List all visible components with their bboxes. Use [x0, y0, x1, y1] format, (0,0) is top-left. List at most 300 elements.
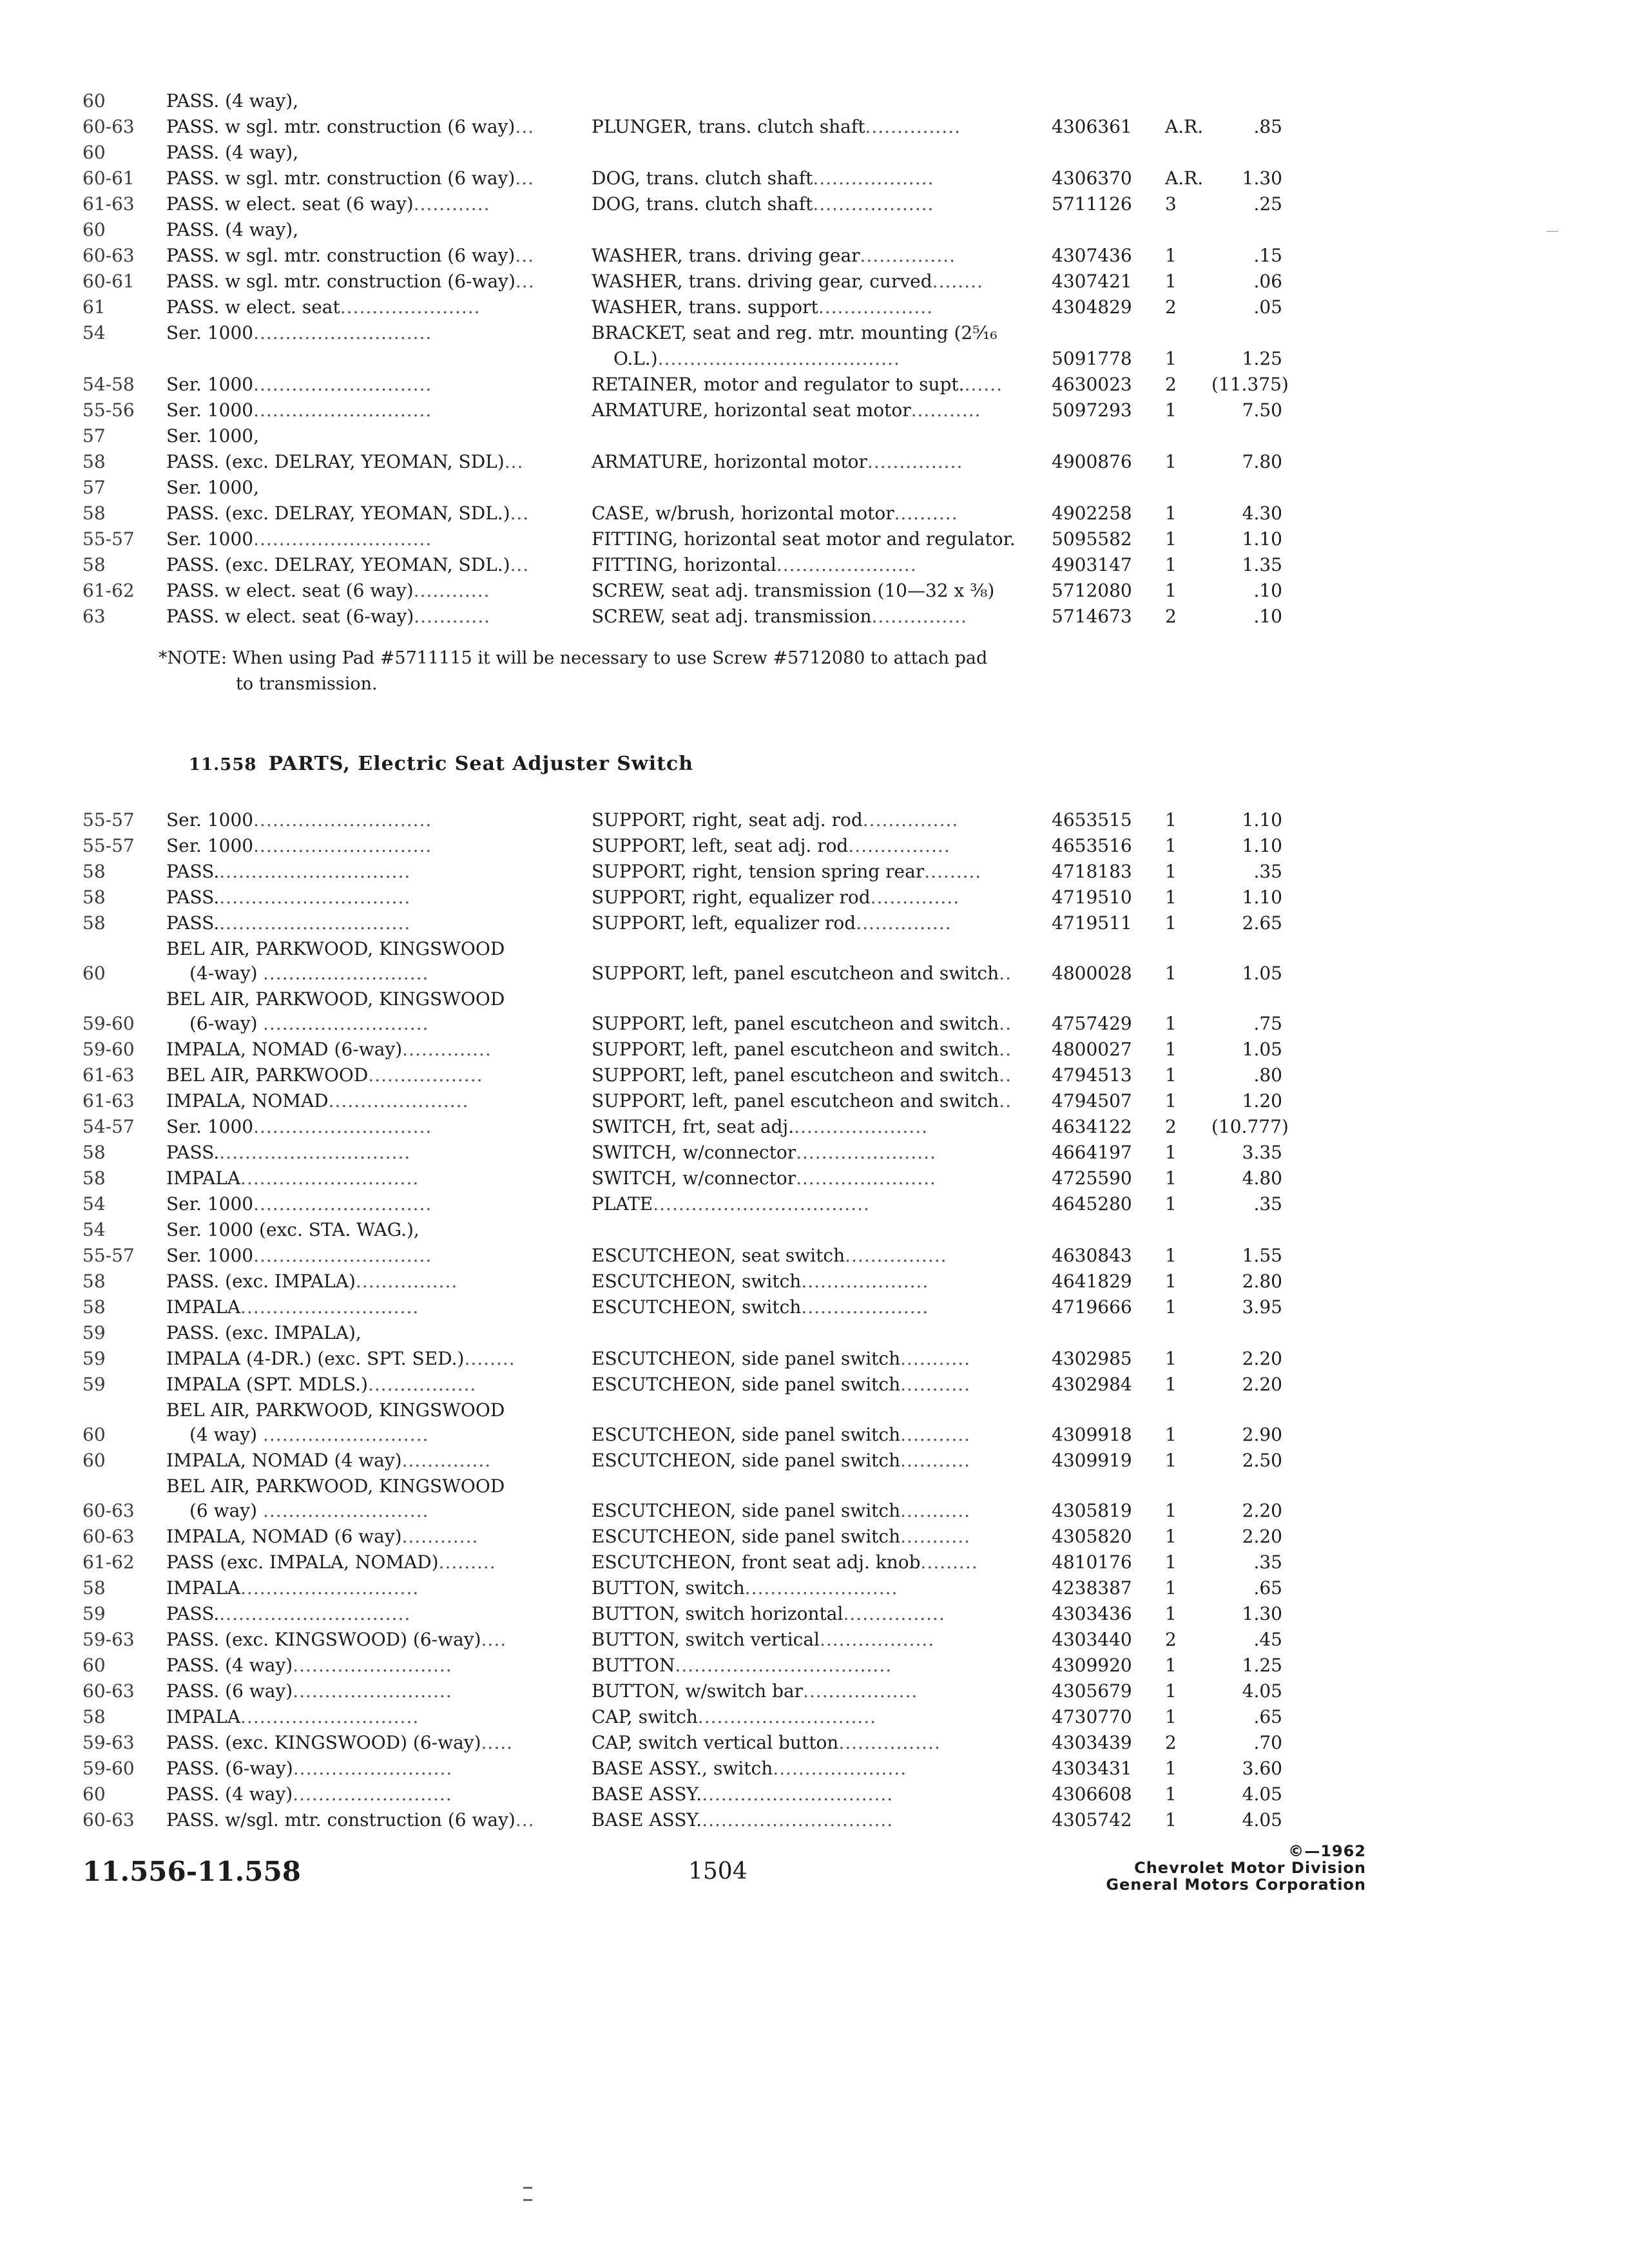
page-number: 1504	[688, 1858, 747, 1885]
table-row	[0, 321, 1629, 347]
model-cell	[166, 1783, 559, 1805]
description-cell	[592, 1732, 1036, 1754]
dot-leader: ..............................	[219, 1142, 411, 1163]
model-cell	[166, 503, 559, 524]
description-text: ESCUTCHEON, front seat adj. knob	[592, 1552, 921, 1573]
table-row	[0, 1218, 1629, 1244]
model-text: PASS. w sgl. mtr. construction (6 way)	[166, 116, 516, 137]
model-year: 60	[82, 142, 106, 163]
quantity: 1	[1165, 1450, 1177, 1471]
dot-leader: ....................	[801, 1271, 929, 1292]
model-year: 60-61	[82, 271, 135, 292]
table-row	[0, 1731, 1629, 1756]
model-cell	[166, 1450, 559, 1472]
table-row	[0, 1192, 1629, 1218]
model-text: PASS. (4 way)	[166, 1783, 293, 1805]
model-year: 58	[82, 503, 106, 524]
section-title: PARTS, Electric Seat Adjuster Switch	[268, 753, 694, 775]
model-year: 58	[82, 861, 106, 882]
model-year: 59-60	[82, 1013, 135, 1034]
model-text: PASS. w/sgl. mtr. construction (6 way)	[166, 1809, 516, 1831]
price: 4.05	[1242, 1783, 1282, 1805]
model-cell	[166, 322, 559, 344]
table-row	[0, 1347, 1629, 1372]
description-text: CAP, switch	[592, 1706, 698, 1727]
model-text: PASS. (exc. KINGSWOOD) (6-way)	[166, 1732, 481, 1753]
section-heading	[189, 753, 693, 775]
quantity: 2	[1165, 374, 1177, 395]
model-year: 55-56	[82, 399, 135, 421]
table-row	[0, 1808, 1629, 1834]
description-cell	[592, 963, 1036, 985]
dot-leader: ........	[932, 271, 983, 292]
description-text: RETAINER, motor and regulator to supt.	[592, 374, 965, 395]
model-year: 59-63	[82, 1629, 135, 1650]
model-text: Ser. 1000	[166, 322, 254, 343]
description-text: SUPPORT, right, seat adj. rod	[592, 809, 863, 831]
dot-leader: ..........................	[263, 1500, 429, 1521]
table-row	[0, 1372, 1629, 1398]
model-text: PASS. (exc. KINGSWOOD) (6-way)	[166, 1629, 481, 1650]
table-row	[0, 604, 1629, 630]
table-row	[0, 1115, 1629, 1140]
price: 1.25	[1242, 348, 1282, 369]
dot-leader: .........................	[293, 1680, 452, 1702]
price: .10	[1253, 580, 1282, 601]
description-text: SUPPORT, right, tension spring rear	[592, 861, 925, 882]
model-cell	[166, 219, 559, 241]
dot-leader: ....................	[801, 1296, 929, 1318]
price: 7.80	[1242, 451, 1282, 472]
part-number: 4634122	[1052, 1116, 1132, 1137]
part-number: 4810176	[1052, 1552, 1132, 1573]
dot-leader: ........	[464, 1348, 516, 1369]
quantity: 1	[1165, 912, 1177, 934]
model-cell	[166, 987, 559, 1035]
model-year: 61-62	[82, 1552, 135, 1573]
price: 1.10	[1242, 528, 1282, 550]
model-year: 59	[82, 1348, 106, 1369]
table-row	[0, 295, 1629, 321]
model-cell	[166, 1116, 559, 1138]
description-cell	[592, 528, 1036, 550]
price: 2.50	[1242, 1450, 1282, 1471]
dot-leader: ..........	[894, 503, 958, 524]
quantity: 1	[1165, 835, 1177, 856]
dot-leader: ...............	[871, 606, 968, 627]
dot-leader: ............	[413, 193, 490, 215]
table-row	[0, 1602, 1629, 1628]
quantity: 2	[1165, 606, 1177, 627]
part-number: 4719666	[1052, 1296, 1132, 1318]
model-year: 58	[82, 1271, 106, 1292]
dot-leader: ..........................	[263, 963, 429, 984]
model-text: PASS. (exc. IMPALA)	[166, 1271, 356, 1292]
price: 1.25	[1242, 1655, 1282, 1676]
dot-leader: ...............	[860, 245, 956, 266]
part-number: 4302985	[1052, 1348, 1132, 1369]
model-cell	[166, 1348, 559, 1370]
dot-leader: ..............	[401, 1450, 492, 1471]
model-cell	[166, 1219, 559, 1241]
model-year: 60-63	[82, 245, 135, 266]
description-text: SUPPORT, left, equalizer rod	[592, 912, 856, 934]
table-row	[0, 911, 1629, 937]
dot-leader: ......................	[796, 1142, 936, 1163]
part-number: 4304829	[1052, 296, 1132, 318]
model-year: 59-60	[82, 1039, 135, 1060]
dot-leader: .........................	[293, 1783, 452, 1805]
quantity: 1	[1165, 348, 1177, 369]
dot-leader: ......................	[796, 1168, 936, 1189]
dot-leader: ............................	[253, 809, 432, 831]
model-text: PASS. (4 way),	[166, 90, 299, 111]
model-cell	[166, 1039, 559, 1061]
part-number: 4900876	[1052, 451, 1132, 472]
model-cell	[166, 1322, 559, 1344]
table-row	[0, 1089, 1629, 1115]
model-text: PASS.	[166, 861, 220, 882]
dot-leader: ............	[414, 606, 491, 627]
model-year: 55-57	[82, 835, 135, 856]
model-text: PASS.	[166, 912, 220, 934]
model-text: Ser. 1000,	[166, 425, 260, 447]
dot-leader: .................	[367, 1374, 477, 1395]
dot-leader: ............................	[697, 1706, 877, 1727]
part-number: 4309920	[1052, 1655, 1132, 1676]
description-text: BUTTON	[592, 1655, 675, 1676]
price: 4.80	[1242, 1168, 1282, 1189]
model-year: 58	[82, 912, 106, 934]
model-text: BEL AIR, PARKWOOD, KINGSWOOD	[166, 1399, 505, 1421]
model-text: Ser. 1000	[166, 1116, 254, 1137]
dot-leader: .....................	[773, 1758, 907, 1779]
price: 2.20	[1242, 1500, 1282, 1521]
dot-leader: ...	[515, 245, 535, 266]
description-cell	[592, 1271, 1036, 1293]
description-cell	[592, 168, 1036, 189]
price: 3.35	[1242, 1142, 1282, 1163]
description-cell	[592, 322, 1036, 344]
quantity: 1	[1165, 1090, 1177, 1111]
dot-leader: ............................	[253, 1245, 432, 1266]
description-cell	[592, 1374, 1036, 1396]
price: 2.65	[1242, 912, 1282, 934]
dot-leader: ............................	[253, 1193, 432, 1215]
quantity: 2	[1165, 1732, 1177, 1753]
model-cell	[166, 1758, 559, 1780]
quantity: 1	[1165, 1577, 1177, 1599]
description-cell	[592, 245, 1036, 267]
dot-leader: ............................	[253, 835, 432, 856]
dot-leader: ......................	[328, 1090, 469, 1111]
footnote-line-1: *NOTE: When using Pad #5711115 it will be necessary to use Screw #5712080 to attach pad	[159, 648, 988, 668]
description-cell	[592, 1526, 1036, 1548]
dot-leader: ..................	[803, 1680, 918, 1702]
model-cell	[166, 1680, 559, 1702]
model-text: Ser. 1000	[166, 1245, 254, 1266]
description-cell	[592, 399, 1036, 421]
description-text: SUPPORT, left, panel escutcheon and switch	[592, 1090, 999, 1111]
scan-edge-mark	[1547, 231, 1558, 232]
description-text: PLATE	[592, 1193, 653, 1215]
description-cell	[592, 1064, 1036, 1086]
model-text: PASS. (4 way),	[166, 219, 299, 240]
quantity: 1	[1165, 1193, 1177, 1215]
description-cell	[592, 296, 1036, 318]
price: .70	[1253, 1732, 1282, 1753]
table-row	[0, 166, 1629, 192]
part-number: 5714673	[1052, 606, 1132, 627]
price: .80	[1253, 1064, 1282, 1086]
model-text: PASS. w sgl. mtr. construction (6 way)	[166, 245, 516, 266]
model-year: 61-63	[82, 193, 135, 215]
price: 1.55	[1242, 1245, 1282, 1266]
part-number: 4903147	[1052, 554, 1132, 575]
quantity: 1	[1165, 1271, 1177, 1292]
model-cell	[166, 142, 559, 164]
model-text: PASS. (exc. DELRAY, YEOMAN, SDL)	[166, 451, 505, 472]
description-text: ESCUTCHEON, side panel switch	[592, 1450, 901, 1471]
model-cell	[166, 451, 559, 473]
quantity: 1	[1165, 1348, 1177, 1369]
description-text: SWITCH, frt, seat adj.	[592, 1116, 795, 1137]
table-row	[0, 140, 1629, 166]
model-year: 63	[82, 606, 106, 627]
price: 2.20	[1242, 1374, 1282, 1395]
price: .75	[1253, 1013, 1282, 1034]
description-cell	[592, 1142, 1036, 1164]
model-year: 57	[82, 425, 106, 447]
price: 1.10	[1242, 835, 1282, 856]
part-number: 4718183	[1052, 861, 1132, 882]
description-text: ESCUTCHEON, side panel switch	[592, 1500, 901, 1521]
table-row	[0, 1705, 1629, 1731]
model-text: PASS (exc. IMPALA, NOMAD)	[166, 1552, 439, 1573]
model-year: 58	[82, 1577, 106, 1599]
price: 1.10	[1242, 809, 1282, 831]
part-number: 4653516	[1052, 835, 1132, 856]
dot-leader: ................	[843, 1603, 945, 1624]
quantity: 3	[1165, 193, 1177, 215]
description-cell	[592, 1577, 1036, 1599]
description-text: ESCUTCHEON, switch	[592, 1271, 802, 1292]
footnote-line-2: to transmission.	[236, 674, 378, 694]
dot-leader: ............................	[253, 322, 432, 343]
price: 1.30	[1242, 1603, 1282, 1624]
dot-leader: ...	[510, 554, 530, 575]
description-cell	[592, 1296, 1036, 1318]
model-year: 59	[82, 1322, 106, 1343]
quantity: 1	[1165, 554, 1177, 575]
model-year: 60	[82, 1783, 106, 1805]
model-text-cont: (6 way)	[189, 1500, 258, 1521]
part-number: 4305742	[1052, 1809, 1132, 1831]
part-number: 4794513	[1052, 1064, 1132, 1086]
model-cell	[166, 1193, 559, 1215]
price: 2.80	[1242, 1271, 1282, 1292]
price: .65	[1253, 1706, 1282, 1727]
model-text: IMPALA	[166, 1706, 241, 1727]
description-text: SUPPORT, right, equalizer rod	[592, 887, 871, 908]
description-text: SUPPORT, left, panel escutcheon and switch	[592, 1064, 999, 1086]
model-cell	[166, 296, 559, 318]
price: (11.375)	[1211, 374, 1289, 395]
table-row	[0, 1269, 1629, 1295]
dot-leader: ...................	[813, 168, 934, 189]
model-text: IMPALA, NOMAD (6-way)	[166, 1039, 403, 1060]
dot-leader: ................	[355, 1271, 458, 1292]
table-row	[0, 244, 1629, 269]
model-text: Ser. 1000	[166, 835, 254, 856]
description-cell	[592, 1039, 1036, 1061]
dot-leader: ...........	[900, 1348, 971, 1369]
quantity: A.R.	[1165, 116, 1204, 137]
model-text: PASS. (6-way)	[166, 1758, 293, 1779]
description-cell	[592, 1629, 1036, 1651]
quantity: 1	[1165, 1168, 1177, 1189]
description-text: O.L.)	[613, 348, 658, 369]
quantity: 1	[1165, 1655, 1177, 1676]
model-year: 61-62	[82, 580, 135, 601]
part-number: 4757429	[1052, 1013, 1132, 1034]
part-number: 4306361	[1052, 116, 1132, 137]
part-number: 5712080	[1052, 580, 1132, 601]
model-year: 54	[82, 1193, 106, 1215]
table-row	[0, 579, 1629, 604]
dot-leader: ..	[999, 1039, 1012, 1060]
dot-leader: ..................	[368, 1064, 483, 1086]
part-number: 4306370	[1052, 168, 1132, 189]
model-text: IMPALA	[166, 1296, 241, 1318]
price: .65	[1253, 1577, 1282, 1599]
table-row	[0, 218, 1629, 244]
table-row	[0, 1063, 1629, 1089]
description-cell	[592, 271, 1036, 293]
model-cell	[166, 1271, 559, 1293]
model-cell	[166, 1706, 559, 1728]
table-row	[0, 1550, 1629, 1576]
model-year: 58	[82, 1296, 106, 1318]
dot-leader: ............................	[240, 1168, 419, 1189]
quantity: 1	[1165, 1424, 1177, 1445]
price: 2.20	[1242, 1526, 1282, 1547]
dot-leader: ..................................	[675, 1655, 892, 1676]
model-year: 60-63	[82, 1500, 135, 1521]
description-text: WASHER, trans. support	[592, 296, 818, 318]
description-text: BASE ASSY.	[592, 1783, 702, 1805]
description-text: SCREW, seat adj. transmission (10—32 x ⅜)	[592, 580, 995, 601]
model-text: PASS. (exc. IMPALA),	[166, 1322, 361, 1343]
dot-leader: ......................	[776, 554, 917, 575]
model-cell	[166, 580, 559, 602]
model-cell	[166, 477, 559, 499]
description-cell	[592, 1500, 1036, 1522]
quantity: 2	[1165, 296, 1177, 318]
description-text: DOG, trans. clutch shaft	[592, 193, 813, 215]
model-cell	[166, 168, 559, 189]
model-year: 60	[82, 1655, 106, 1676]
model-cell	[166, 1296, 559, 1318]
model-cell	[166, 1398, 559, 1446]
model-cell	[166, 912, 559, 934]
dot-leader: ....	[481, 1629, 507, 1650]
description-text: FITTING, horizontal seat motor and regulator.	[592, 528, 1016, 550]
price: .05	[1253, 296, 1282, 318]
part-number: 4305820	[1052, 1526, 1132, 1547]
model-year: 61	[82, 296, 106, 318]
dot-leader: ............................	[253, 399, 432, 421]
description-text: ESCUTCHEON, side panel switch	[592, 1526, 901, 1547]
table-row	[0, 1398, 1629, 1448]
quantity: 1	[1165, 1013, 1177, 1034]
table-row	[0, 1576, 1629, 1602]
model-text: Ser. 1000	[166, 374, 254, 395]
table-row	[0, 1140, 1629, 1166]
model-cell	[166, 90, 559, 112]
part-number: 4730770	[1052, 1706, 1132, 1727]
price: 2.90	[1242, 1424, 1282, 1445]
description-text: SUPPORT, left, panel escutcheon and switch	[592, 963, 999, 984]
price: .85	[1253, 116, 1282, 137]
price: .06	[1253, 271, 1282, 292]
model-text: IMPALA, NOMAD	[166, 1090, 329, 1111]
dot-leader: ...........	[900, 1424, 971, 1445]
price: .35	[1253, 1193, 1282, 1215]
description-cell	[592, 835, 1036, 857]
model-year: 58	[82, 554, 106, 575]
model-text: BEL AIR, PARKWOOD	[166, 1064, 369, 1086]
price: 1.05	[1242, 963, 1282, 984]
model-text: PASS.	[166, 1603, 220, 1624]
description-text: FITTING, horizontal	[592, 554, 776, 575]
part-number: 4238387	[1052, 1577, 1132, 1599]
dot-leader: ..............................	[219, 1603, 411, 1624]
description-cell	[592, 1758, 1036, 1780]
model-cell	[166, 1142, 559, 1164]
price: 4.05	[1242, 1809, 1282, 1831]
description-text: ESCUTCHEON, side panel switch	[592, 1348, 901, 1369]
model-year: 57	[82, 477, 106, 498]
quantity: 1	[1165, 271, 1177, 292]
part-number: 4664197	[1052, 1142, 1132, 1163]
model-text-cont: (4-way)	[189, 963, 258, 984]
quantity: 1	[1165, 1603, 1177, 1624]
model-cell	[166, 1374, 559, 1396]
model-text: Ser. 1000	[166, 809, 254, 831]
description-cell	[592, 1706, 1036, 1728]
model-cell	[166, 1577, 559, 1599]
description-cell	[592, 116, 1036, 138]
price: 1.05	[1242, 1039, 1282, 1060]
model-text: PASS. (exc. DELRAY, YEOMAN, SDL.)	[166, 554, 510, 575]
table-row	[0, 192, 1629, 218]
model-text: IMPALA, NOMAD (4 way)	[166, 1450, 402, 1471]
table-row	[0, 553, 1629, 579]
description-text: BUTTON, switch horizontal	[592, 1603, 843, 1624]
price: .25	[1253, 193, 1282, 215]
description-text: ESCUTCHEON, side panel switch	[592, 1374, 901, 1395]
description-text: SWITCH, w/connector	[592, 1168, 796, 1189]
quantity: 1	[1165, 503, 1177, 524]
part-number: 4630023	[1052, 374, 1132, 395]
part-number: 5091778	[1052, 348, 1132, 369]
model-text: PASS. w elect. seat	[166, 296, 340, 318]
description-text: ARMATURE, horizontal motor	[592, 451, 867, 472]
price: 1.20	[1242, 1090, 1282, 1111]
dot-leader: ..	[999, 1013, 1012, 1034]
dot-leader: .....	[481, 1732, 514, 1753]
